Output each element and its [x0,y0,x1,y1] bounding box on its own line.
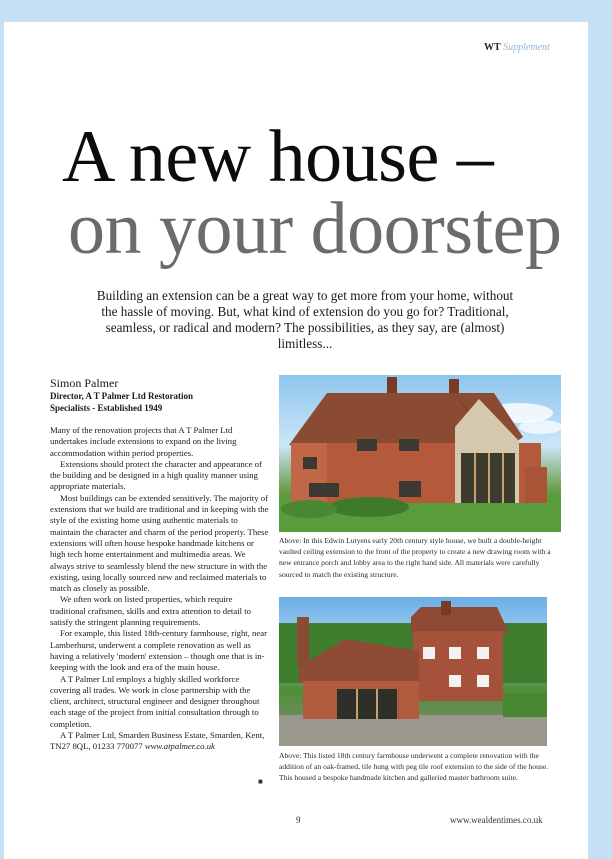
photo-farmhouse [279,597,547,746]
body-paragraph: Most buildings can be extended sensitively. The majority of extensions that we build are traditional and in keeping with the style of the existing home using authentic materials to maintain the character and charm of the period property. These extensions will often house bespoke handmade kitchens or high tech home entertainment and multimedia areas. We always strive to seamlessly blend the new structure in with the existing, using locally sourced new and reclaimed materials to match as closely as possible. [50,492,269,594]
page-frame-right [588,0,612,859]
author-role-line-1: Director, A T Palmer Ltd Restoration [50,391,193,401]
body-paragraph: We often work on listed properties, which require traditional craftsmen, skills and extra attention to detail to satisfy the stringent planning requirements. [50,594,251,628]
page-frame-left [0,0,4,859]
body-paragraph: For example, this listed 18th-century farmhouse, right, near Lamberhurst, underwent a complete renovation as well as having a relatively 'modern' extension – though one that is in-keeping with the look and era of the main house. [50,628,267,673]
supplement-label [484,42,550,53]
house-illustration-1 [279,375,561,532]
author-name: Simon Palmer [50,376,119,390]
headline-line-2: on your doorstep [68,188,562,270]
headline-line-1: A new house – [62,116,494,198]
body-paragraph: Many of the renovation projects that A T Palmer Ltd undertakes include extensions to expand on the living accommodation within period properties. [50,425,237,458]
page-number: 9 [296,815,301,825]
photo-caption-2: Above: This listed 18th century farmhouse underwent a complete renovation with the addition of an oak-framed, tile hung with peg tile roof extension to the side of the house. This housed a bespoke handmade kitchen and galleried master bathroom suite. [279,751,549,783]
body-paragraph: Extensions should protect the character and appearance of the building and be designed in a high quality manner using appropriate materials. [50,458,262,492]
photo-caption-1: Above: In this Edwin Lutyens early 20th century style house, we built a double-height vaulted ceiling extension to the front of the property to create a new drawing room with a new entrance porch and lobby area to the right hand side. All materials were carefully sourced to match the existing structure. [279,536,551,579]
body-paragraph: A T Palmer Ltd employs a highly skilled workforce covering all trades. We work in close partnership with the client, architect, structural engineer and designer throughout each stage of the project from initial consultation through to completion. [50,673,260,729]
article-body [50,425,270,753]
contact-address: A T Palmer Ltd, Smarden Business Estate, Smarden, Kent, TN27 8QL, 01233 770077 [50,730,265,752]
supplement-brand: WT [484,42,501,53]
page-frame-top [0,0,612,22]
author-role-line-2: Specialists - Established 1949 [50,403,163,413]
end-of-article-mark: ■ [258,777,263,786]
author-block [50,376,265,414]
standfirst: Building an extension can be a great way to get more from your home, without the hassle of moving. But, what kind of extension do you go for? Traditional, seamless, or radical and modern? The possibilities, as they say, are (almost) limitless... [96,288,514,351]
footer-website: www.wealdentimes.co.uk [450,815,543,825]
supplement-section: Supplement [503,42,550,53]
contact-details [50,730,270,753]
house-illustration-2 [279,597,547,746]
photo-lutyens-house [279,375,561,532]
contact-website: www.atpalmer.co.uk [144,741,215,752]
